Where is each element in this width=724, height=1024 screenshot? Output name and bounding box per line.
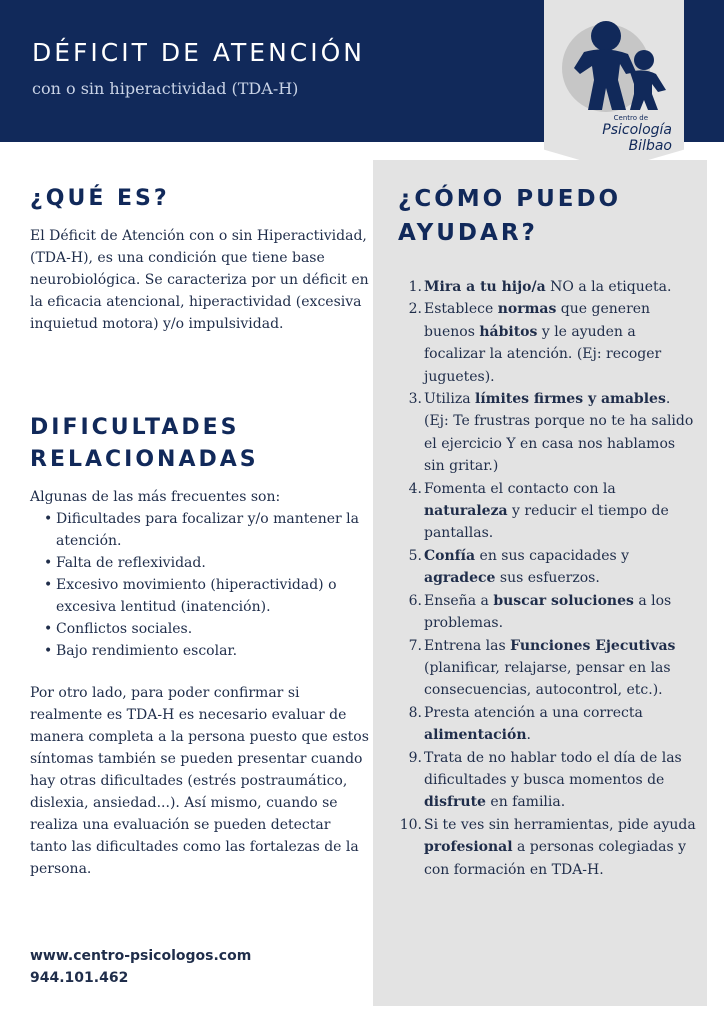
- help-steps-list: [398, 276, 696, 881]
- help-step: [398, 747, 696, 814]
- step-number: 1.: [408, 279, 422, 295]
- help-step: [398, 702, 696, 747]
- list-item: • Excesivo movimiento (hiperactividad) o excesiva lentitud (inatención).: [30, 574, 370, 618]
- step-text: a personas colegiadas y con formación en TDA-H.: [424, 839, 687, 878]
- difficulties-intro: Algunas de las más frecuentes son:: [30, 489, 281, 505]
- list-item: • Bajo rendimiento escolar.: [30, 640, 370, 662]
- step-emphasis: normas: [497, 301, 557, 318]
- step-number: 10.: [399, 816, 422, 833]
- step-number: 6.: [408, 592, 422, 609]
- help-step: [398, 298, 696, 388]
- step-text: en familia.: [485, 794, 566, 811]
- step-emphasis: buscar soluciones: [493, 592, 634, 609]
- step-text: Si te ves sin herramientas, pide ayuda: [424, 816, 696, 833]
- step-text: Establece: [424, 301, 498, 318]
- step-number: 3.: [408, 391, 422, 408]
- step-number: 9.: [408, 749, 422, 766]
- step-emphasis: profesional: [424, 839, 513, 856]
- difficulties-heading-line1: DIFICULTADES: [30, 415, 240, 440]
- step-text: Presta atención a una correcta: [424, 704, 643, 721]
- list-item: • Falta de reflexividad.: [30, 552, 370, 574]
- step-emphasis: Confía: [424, 547, 476, 564]
- what-heading: ¿QUÉ ES?: [30, 186, 170, 211]
- step-text: que generen buenos: [424, 301, 651, 340]
- difficulties-body: [30, 486, 370, 662]
- step-emphasis: Mira a tu hijo/a: [424, 279, 546, 295]
- step-text: y reducir el tiempo de pantallas.: [424, 503, 669, 542]
- step-text: y le ayuden a focalizar la atención. (Ej: recoger juguetes).: [424, 323, 662, 385]
- step-number: 5.: [408, 547, 422, 564]
- difficulties-paragraph: Por otro lado, para poder confirmar si realmente es TDA-H es necesario evaluar de manera completa a la persona puesto que estos síntomas también se pueden presentar cuando hay otras dificultades (estrés postraumático, dislexia, ansiedad...). Así mismo, cuando se realiza una evaluación se pueden detectar tanto las dificultades como las fortalezas de la persona.: [30, 685, 369, 877]
- step-text: sus esfuerzos.: [495, 570, 600, 587]
- step-emphasis: Funciones Ejecutivas: [510, 637, 676, 654]
- step-emphasis: disfrute: [424, 794, 486, 811]
- difficulties-list: [30, 508, 370, 662]
- step-text: Trata de no hablar todo el día de las dificultades y busca momentos de: [424, 749, 682, 788]
- step-text: a los problemas.: [424, 592, 672, 632]
- logo-figures-icon: [556, 10, 676, 114]
- help-step: [398, 478, 696, 545]
- step-emphasis: naturaleza: [424, 503, 508, 520]
- step-emphasis: alimentación: [424, 727, 527, 744]
- step-emphasis: agradece: [424, 570, 496, 587]
- step-number: 7.: [408, 637, 422, 654]
- help-step: [398, 814, 696, 881]
- logo-line-1: Centro de: [613, 114, 648, 122]
- help-step: [398, 635, 696, 702]
- phone-number[interactable]: 944.101.462: [30, 970, 129, 986]
- step-text: .: [526, 727, 531, 744]
- logo-line-2: Psicología Bilbao: [602, 122, 672, 154]
- step-text: Utiliza: [424, 391, 476, 408]
- page-subtitle: con o sin hiperactividad (TDA-H): [32, 79, 299, 98]
- help-heading-line2: AYUDAR?: [398, 220, 538, 246]
- step-text: Enseña a: [424, 592, 494, 609]
- step-number: 2.: [408, 301, 422, 318]
- help-step: [398, 545, 696, 590]
- step-emphasis: hábitos: [479, 323, 538, 340]
- help-step: [398, 590, 696, 635]
- step-text: Fomenta el contacto con la: [424, 480, 616, 497]
- what-body: [30, 225, 370, 335]
- help-heading-line1: ¿CÓMO PUEDO: [398, 186, 622, 212]
- page-title: DÉFICIT DE ATENCIÓN: [32, 38, 365, 67]
- step-text: . (Ej: Te frustras porque no te ha salido el ejercicio Y en casa nos hablamos sin gritar.): [424, 391, 694, 475]
- list-item: • Conflictos sociales.: [30, 618, 370, 640]
- step-text: Entrena las: [424, 637, 511, 654]
- step-emphasis: límites firmes y amables: [475, 391, 666, 408]
- difficulties-heading-block: [30, 412, 370, 476]
- difficulties-heading-line2: RELACIONADAS: [30, 447, 259, 472]
- step-number: 4.: [408, 480, 422, 497]
- step-text: en sus capacidades y: [475, 547, 630, 564]
- logo-text: [556, 114, 676, 154]
- what-text: El Déficit de Atención con o sin Hiperactividad, (TDA-H), es una condición que tiene base neurobiológica. Se caracteriza por un déficit en la eficacia atencional, hiperactividad (excesiva inquietud motora) y/o impulsividad.: [30, 228, 369, 332]
- help-step: [398, 388, 696, 478]
- step-text: (planificar, relajarse, pensar en las consecuencias, autocontrol, etc.).: [424, 659, 671, 699]
- help-heading-block: [398, 182, 698, 250]
- difficulties-paragraph-block: [30, 682, 370, 880]
- step-number: 8.: [408, 704, 422, 721]
- step-text: NO a la etiqueta.: [545, 279, 672, 295]
- what-section: [30, 186, 370, 211]
- list-item: • Dificultades para focalizar y/o mantener la atención.: [30, 508, 370, 552]
- contact-block: [30, 945, 370, 989]
- website-link[interactable]: www.centro-psicologos.com: [30, 948, 252, 964]
- help-step: [398, 276, 696, 298]
